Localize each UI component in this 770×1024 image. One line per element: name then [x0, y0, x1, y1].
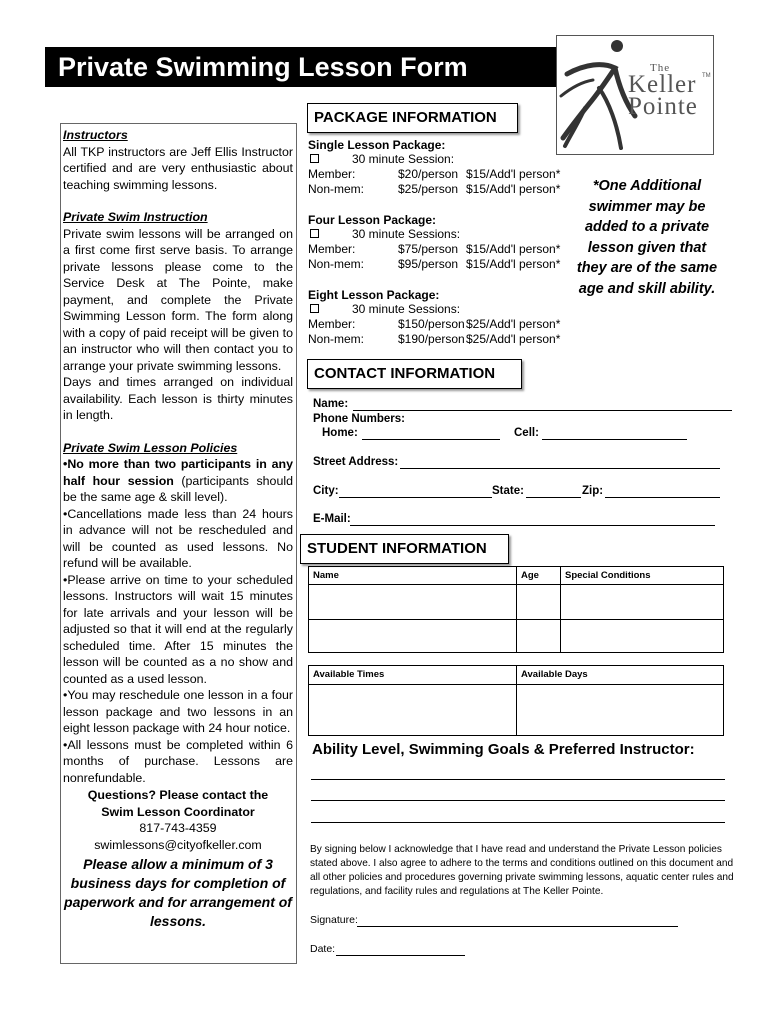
days-text: Days and times arranged on individual availability. Each lesson is thirty minutes in length.	[63, 375, 293, 422]
nonmem-price: $95/person	[398, 257, 459, 271]
student-info-heading: STUDENT INFORMATION	[300, 534, 509, 564]
session-label: 30 minute Session:	[352, 152, 455, 166]
four-lesson-package	[308, 213, 578, 272]
col-name: Name	[313, 570, 339, 581]
policies-heading: Private Swim Lesson Policies	[63, 440, 238, 455]
nonmem-addl-price: $15/Add'l person*	[466, 182, 561, 196]
eight-package-checkbox[interactable]	[310, 304, 319, 313]
single-lesson-package	[308, 138, 578, 197]
instructors-heading: Instructors	[63, 128, 128, 142]
student-1-name-cell[interactable]	[310, 586, 515, 618]
state-label: State:	[492, 485, 524, 497]
policy-3: •Please arrive on time to your scheduled lessons. Instructors will wait 15 minutes for late arrivals and your lesson will be adjusted so that it will end at the regularly scheduled time. After 15 minutes the lesson will be counted as a no show and counted as a used lesson.	[63, 572, 293, 686]
city-field[interactable]	[339, 497, 492, 498]
member-price: $150/person	[398, 317, 465, 331]
additional-swimmer-note: *One Additional swimmer may be added to a private lesson given that they are of the same age and skill ability.	[576, 178, 718, 297]
street-address-label: Street Address:	[313, 456, 399, 468]
policy-4: •You may reschedule one lesson in a four lesson package and two lessons in an eight lesson package with 24 hour notice.	[63, 688, 293, 735]
street-address-field[interactable]	[400, 468, 720, 469]
nonmem-addl-price: $25/Add'l person*	[466, 332, 561, 346]
package-info-heading: PACKAGE INFORMATION	[307, 103, 518, 133]
ability-line-3[interactable]	[311, 822, 725, 823]
signature-field[interactable]	[357, 926, 678, 927]
available-times-cell[interactable]	[310, 686, 515, 734]
member-addl-price: $15/Add'l person*	[466, 167, 561, 181]
nonmem-label: Non-mem:	[308, 332, 365, 346]
policy-5: •All lessons must be completed within 6 months of purchase. Lessons are nonrefundable.	[63, 737, 293, 785]
name-field[interactable]	[353, 410, 732, 411]
zip-label: Zip:	[582, 485, 604, 497]
session-label: 30 minute Sessions:	[352, 302, 461, 316]
col-special-conditions: Special Conditions	[565, 570, 651, 581]
package-title: Eight Lesson Package:	[308, 288, 440, 302]
package-title: Single Lesson Package:	[308, 138, 446, 152]
coordinator-contact	[63, 787, 293, 931]
package-title: Four Lesson Package:	[308, 213, 437, 227]
city-label: City:	[313, 485, 339, 497]
member-label: Member:	[308, 167, 356, 181]
zip-field[interactable]	[605, 497, 720, 498]
student-1-age-cell[interactable]	[518, 586, 559, 618]
available-days-cell[interactable]	[518, 686, 722, 734]
col-available-times: Available Times	[313, 669, 385, 680]
policy-1	[63, 456, 293, 506]
member-label: Member:	[308, 242, 356, 256]
instructors-text: All TKP instructors are Jeff Ellis Instructor certified and are very enthusiastic about teaching swimming lessons.	[63, 144, 293, 192]
name-label: Name:	[313, 398, 349, 410]
email-field[interactable]	[350, 525, 715, 526]
email-label: E-Mail:	[313, 513, 351, 525]
logo-tm-text: TM	[702, 73, 711, 79]
signature-label: Signature:	[310, 914, 358, 926]
ability-heading: Ability Level, Swimming Goals & Preferred Instructor:	[312, 741, 695, 758]
home-phone-label: Home:	[322, 427, 358, 439]
logo-the-text: The	[650, 62, 671, 74]
nonmem-label: Non-mem:	[308, 182, 365, 196]
single-package-checkbox[interactable]	[310, 154, 319, 163]
member-label: Member:	[308, 317, 356, 331]
logo-pointe-text: Pointe	[628, 93, 698, 120]
cell-phone-label: Cell:	[514, 427, 539, 439]
home-phone-field[interactable]	[362, 439, 500, 440]
student-2-special-cell[interactable]	[562, 621, 722, 651]
coordinator-phone: 817-743-4359	[139, 821, 217, 835]
ability-line-2[interactable]	[311, 800, 725, 801]
nonmem-price: $25/person	[398, 182, 459, 196]
member-addl-price: $15/Add'l person*	[466, 242, 561, 256]
cell-phone-field[interactable]	[542, 439, 687, 440]
contact-info-heading: CONTACT INFORMATION	[307, 359, 522, 389]
instruction-text: Private swim lessons will be arranged on a first come first serve basis. To arrange private lessons please come to the Service Desk at The Pointe, make payment, and complete the Private Swimming Lesson form. The form along with a copy of paid receipt will be given to an instructor who will then contact you to arrange your private swimming lessons.	[63, 226, 293, 373]
instruction-heading: Private Swim Instruction	[63, 210, 208, 224]
agreement-text: By signing below I acknowledge that I have read and understand the Private Lesson policies stated above. I also agree to adhere to the terms and conditions outlined on this document and all other policies and procedures governing private swimming lessons, aquatic center rules and regulations, and facility rules and regulations at The Keller Pointe.	[310, 844, 734, 897]
questions-text: Questions? Please contact the	[87, 788, 269, 802]
page-title: Private Swimming Lesson Form	[45, 47, 558, 87]
student-2-age-cell[interactable]	[518, 621, 559, 651]
ability-line-1[interactable]	[311, 779, 725, 780]
member-price: $20/person	[398, 167, 459, 181]
phone-numbers-label: Phone Numbers:	[313, 413, 406, 425]
policy-1-bold: •No more than two participants in any half hour session	[63, 457, 293, 488]
session-label: 30 minute Sessions:	[352, 227, 461, 241]
processing-note: Please allow a minimum of 3 business days for completion of paperwork and for arrangement of lessons.	[64, 856, 292, 929]
eight-lesson-package	[308, 288, 578, 347]
student-table	[308, 566, 724, 736]
nonmem-label: Non-mem:	[308, 257, 365, 271]
col-age: Age	[521, 570, 539, 581]
state-field[interactable]	[526, 497, 581, 498]
policies-text	[63, 127, 293, 931]
student-1-special-cell[interactable]	[562, 586, 722, 618]
logo-keller-text: Keller	[628, 71, 697, 98]
student-2-name-cell[interactable]	[310, 621, 515, 651]
date-field[interactable]	[336, 955, 465, 956]
policy-1-rest: (participants should be the same age & skill level).	[63, 473, 293, 504]
four-package-checkbox[interactable]	[310, 229, 319, 238]
coordinator-email: swimlessons@cityofkeller.com	[94, 837, 262, 852]
member-addl-price: $25/Add'l person*	[466, 317, 561, 331]
member-price: $75/person	[398, 242, 459, 256]
policy-2: •Cancellations made less than 24 hours in advance will not be rescheduled and will be counted as used lessons. No refund will be available.	[63, 506, 293, 570]
date-label: Date:	[310, 943, 336, 955]
col-available-days: Available Days	[521, 669, 588, 680]
nonmem-addl-price: $15/Add'l person*	[466, 257, 561, 271]
nonmem-price: $190/person	[398, 332, 465, 346]
coordinator-title: Swim Lesson Coordinator	[101, 804, 255, 819]
